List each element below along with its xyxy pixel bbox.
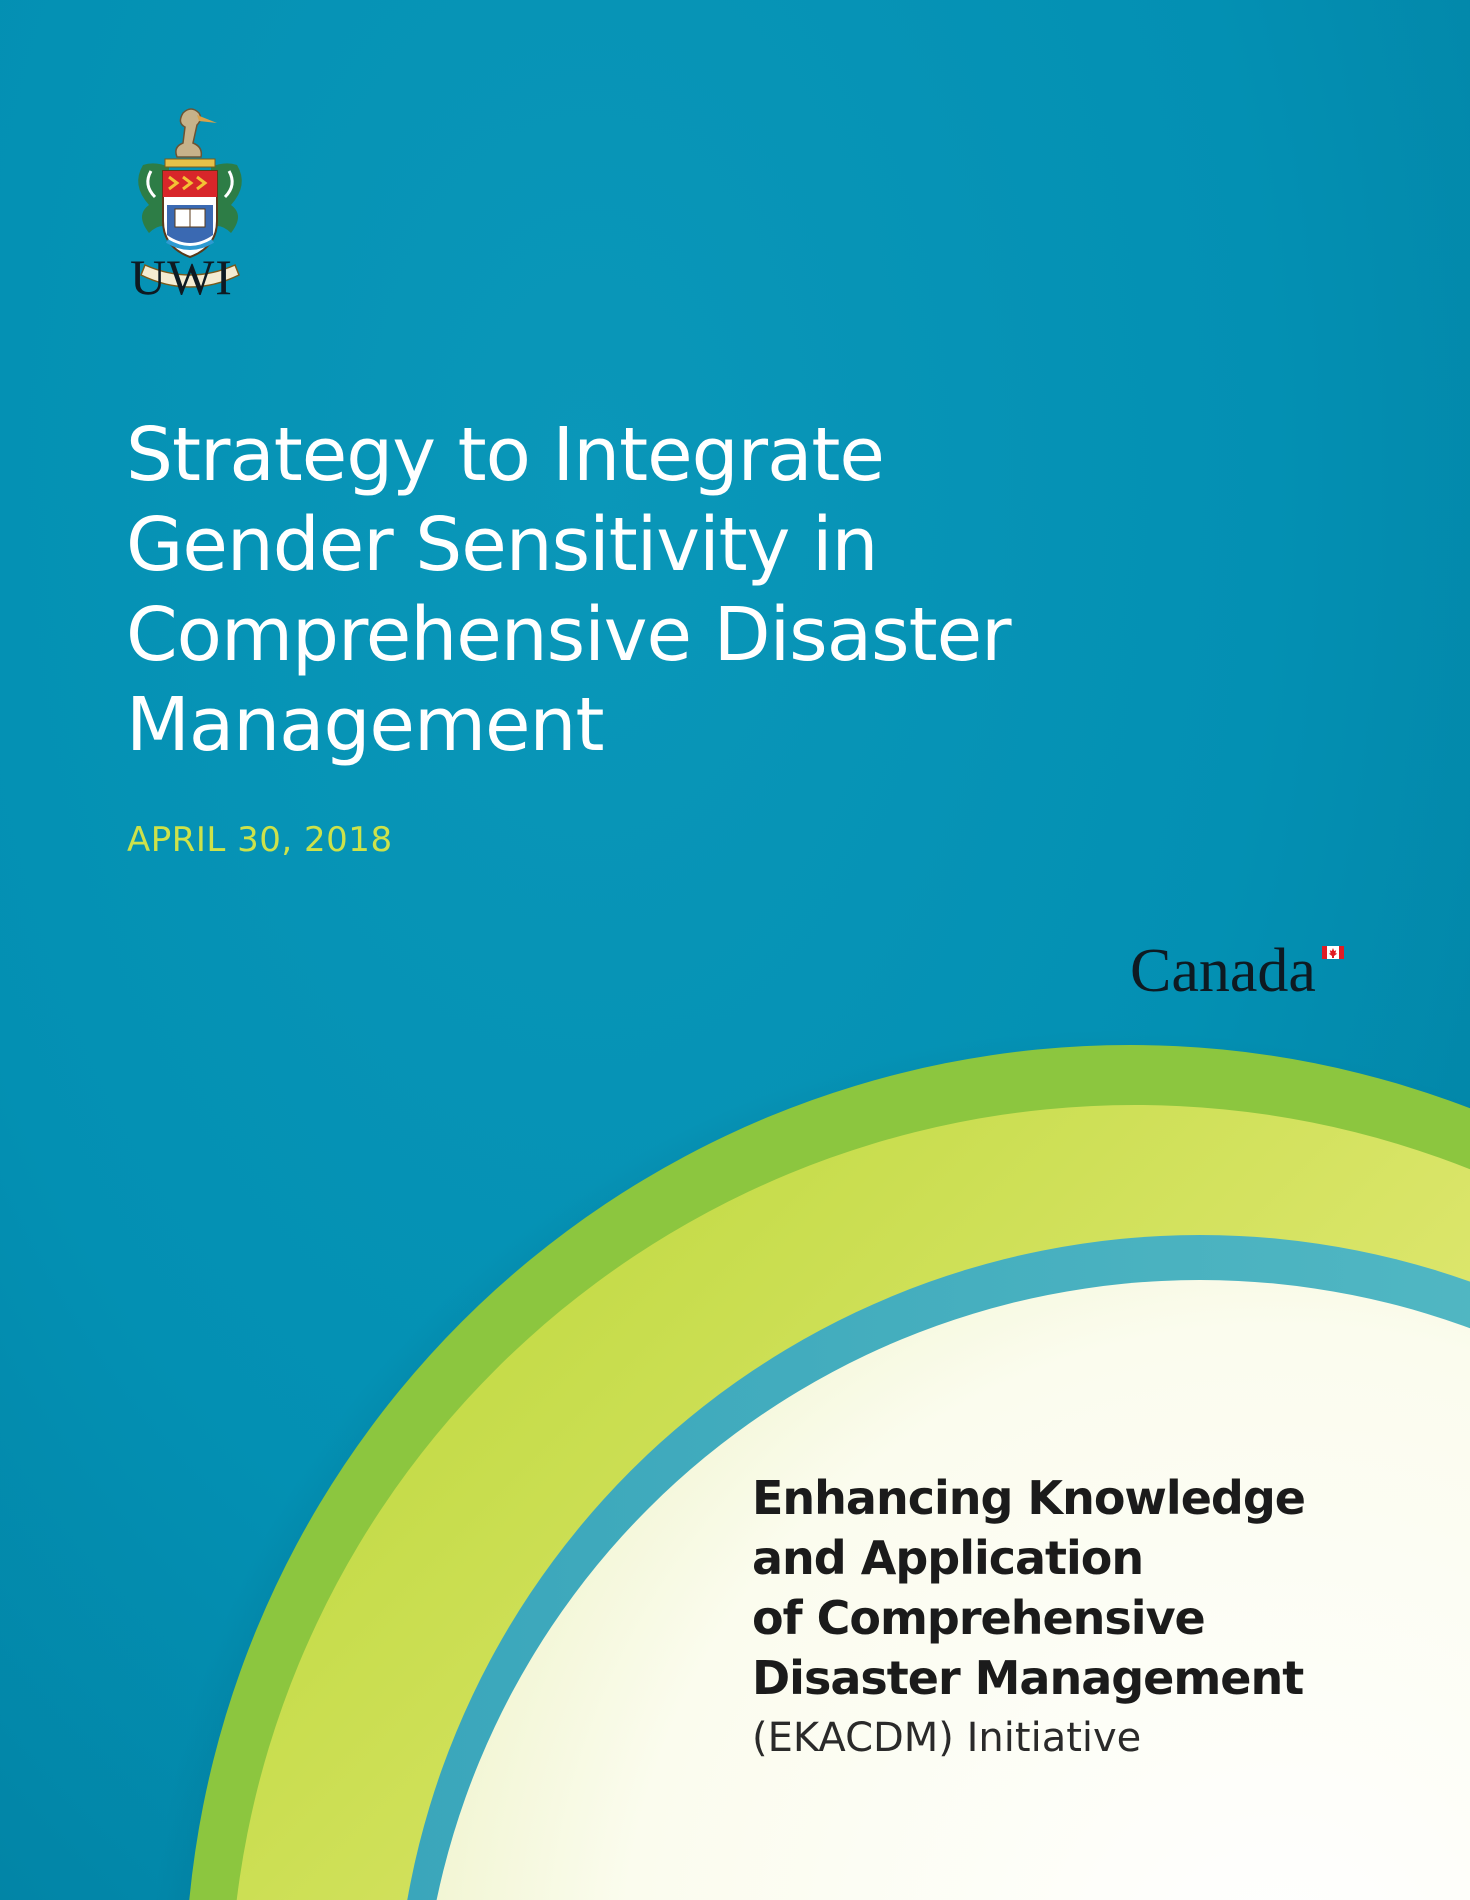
canada-wordmark: Canada xyxy=(1130,937,1316,1005)
title-line: Gender Sensitivity in xyxy=(126,502,878,588)
initiative-line: Enhancing Knowledge xyxy=(752,1471,1305,1525)
initiative-name xyxy=(752,1468,1452,1768)
canada-flag-icon xyxy=(1322,946,1344,959)
report-title xyxy=(126,410,1126,770)
title-line: Strategy to Integrate xyxy=(126,412,884,498)
initiative-line: and Application xyxy=(752,1531,1144,1585)
initiative-line: of Comprehensive xyxy=(752,1591,1205,1645)
uwi-wordmark: UWI xyxy=(130,249,233,305)
title-line: Management xyxy=(126,682,604,768)
initiative-line: Disaster Management xyxy=(752,1651,1304,1705)
initiative-acronym: (EKACDM) Initiative xyxy=(752,1715,1142,1761)
title-line: Comprehensive Disaster xyxy=(126,592,1011,678)
publication-date: APRIL 30, 2018 xyxy=(127,820,393,860)
